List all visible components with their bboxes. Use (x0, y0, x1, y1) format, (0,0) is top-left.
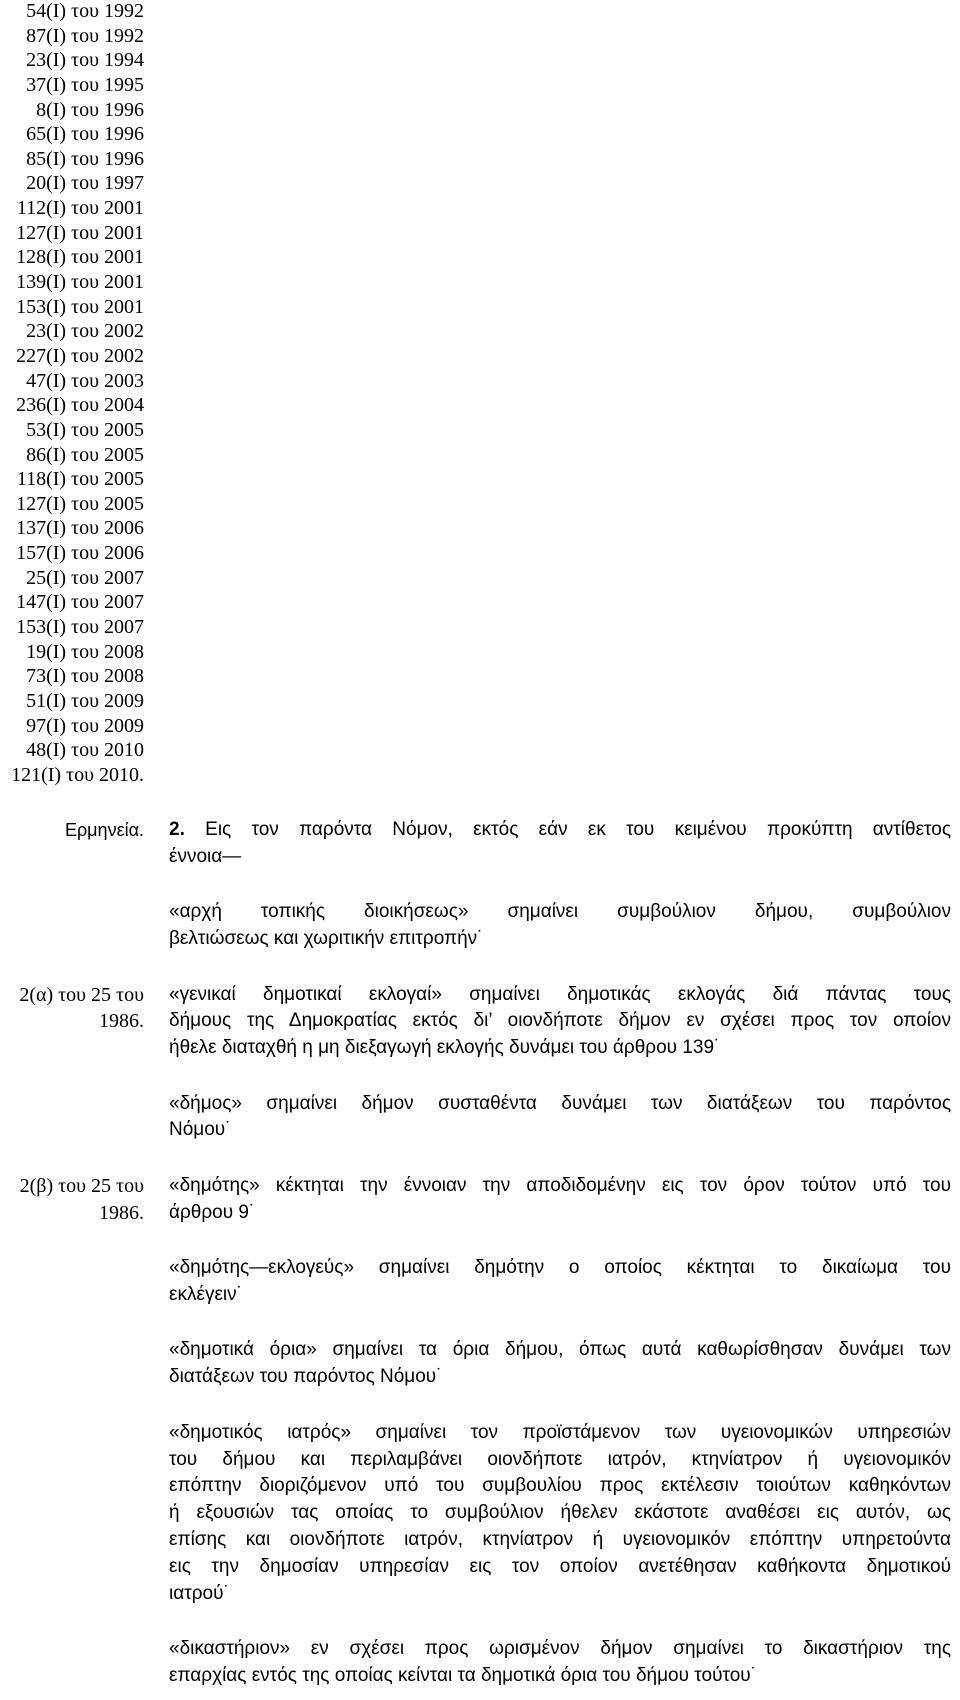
marginal-note-line: 2(α) του 25 του (19, 983, 144, 1006)
section-intro-row (0, 817, 951, 871)
amending-law-ref: 65(Ι) του 1996 (26, 123, 144, 146)
section-intro (169, 817, 951, 871)
definition-row (0, 899, 951, 953)
marginal-note-line: 2(β) του 25 του (19, 1174, 144, 1197)
text-line: επίσης και οιονδήποτε ιατρόν, κτηνίατρον ή υγειονομικόν επόπτην υπηρετούντα (169, 1528, 951, 1550)
text-line: «γενικαί δημοτικαί εκλογαί» σημαίνει δημοτικάς εκλογάς διά πάντας τους (169, 983, 951, 1005)
text-line: επαρχίας εντός της οποίας κείνται τα δημοτικά όρια του δήμου τούτου˙ (169, 1664, 757, 1686)
text-line: έννοια— (169, 845, 242, 867)
text-line (169, 817, 951, 844)
definition-paragraph (169, 1255, 951, 1309)
amending-law-ref: 157(Ι) του 2006 (16, 542, 144, 565)
text-line: ιατρού˙ (169, 1582, 230, 1604)
amending-law-ref: 227(Ι) του 2002 (16, 344, 144, 367)
section-heading: Ερμηνεία. (64, 820, 144, 840)
amending-law-ref: 53(Ι) του 2005 (26, 418, 144, 441)
definition-row (0, 1173, 951, 1227)
definition-paragraph (169, 1337, 951, 1391)
amending-law-ref: 25(Ι) του 2007 (26, 566, 144, 589)
amending-law-ref: 23(Ι) του 2002 (26, 320, 144, 343)
text-line: «δημότης—εκλογεύς» σημαίνει δημότην ο οποίος κέκτηται το δικαίωμα του (169, 1257, 951, 1279)
text-line: «δήμος» σημαίνει δήμον συσταθέντα δυνάμει των διατάξεων του παρόντος (169, 1092, 951, 1114)
amending-law-ref: 128(Ι) του 2001 (16, 246, 144, 269)
text-line: του δήμου και περιλαμβάνει οιονδήποτε ιατρόν, κτηνίατρον ή υγειονομικόν (169, 1448, 951, 1470)
amending-law-ref: 48(Ι) του 2010 (26, 739, 144, 762)
definition-paragraph (169, 1173, 951, 1227)
text-line: διατάξεων του παρόντος Νόμου˙ (169, 1366, 443, 1388)
amending-law-ref: 54(Ι) του 1992 (26, 0, 144, 22)
section-number: 2. (169, 819, 185, 840)
amending-law-ref: 139(Ι) του 2001 (16, 271, 144, 294)
amending-law-ref: 127(Ι) του 2005 (16, 492, 144, 515)
text-line: «δημοτικά όρια» σημαίνει τα όρια δήμου, όπως αυτά καθωρίσθησαν δυνάμει των (169, 1339, 951, 1361)
amending-law-ref: 153(Ι) του 2001 (16, 295, 144, 318)
amending-law-ref: 118(Ι) του 2005 (16, 468, 144, 491)
amending-law-ref: 20(Ι) του 1997 (26, 172, 144, 195)
text-line: «δημότης» κέκτηται την έννοιαν την αποδιδομένην εις τον όρον τούτον υπό του (169, 1174, 951, 1196)
definition-paragraph (169, 1420, 951, 1608)
amending-law-ref: 23(Ι) του 1994 (26, 49, 144, 72)
definition-row (0, 1420, 951, 1608)
definition-row (0, 1636, 951, 1690)
text-line: δήμους της Δημοκρατίας εκτός δι’ οιονδήποτε δήμον εν σχέσει προς τον οποίον (169, 1010, 951, 1032)
amending-law-ref: 87(Ι) του 1992 (26, 24, 144, 47)
definition-paragraph (169, 982, 951, 1062)
amending-law-ref: 147(Ι) του 2007 (16, 591, 144, 614)
text-line: «δημοτικός ιατρός» σημαίνει τον προϊστάμενον των υγειονομικών υπηρεσιών (169, 1421, 951, 1443)
amending-law-ref: 73(Ι) του 2008 (26, 665, 144, 688)
amending-law-ref: 97(Ι) του 2009 (26, 714, 144, 737)
definition-row (0, 1255, 951, 1309)
text-line: επόπτην διοριζόμενον υπό του συμβουλίου προς εκτέλεσιν τοιούτων καθηκόντων (169, 1475, 951, 1497)
marginal-note-cell (0, 1173, 144, 1227)
text-line: άρθρου 9˙ (169, 1201, 256, 1223)
definition-row (0, 982, 951, 1062)
amending-law-ref: 236(Ι) του 2004 (16, 394, 144, 417)
text-segment: Εις τον παρόντα Νόμον, εκτός εάν εκ του κειμένου προκύπτη αντίθετος (205, 819, 952, 840)
marginal-note-line: 1986. (99, 1201, 144, 1224)
amending-law-ref: 19(Ι) του 2008 (26, 640, 144, 663)
text-line: ήθελε διαταχθή η μη διεξαγωγή εκλογής δυνάμει του άρθρου 139˙ (169, 1037, 721, 1059)
definition-paragraph (169, 899, 951, 953)
text-line: Νόμου˙ (169, 1119, 232, 1141)
text-line: ή εξουσιών τας οποίας το συμβούλιον ήθελεν εκάστοτε αναθέσει εις αυτόν, ως (169, 1502, 951, 1524)
amending-law-ref: 112(Ι) του 2001 (16, 197, 144, 220)
text-line: βελτιώσεως και χωριτικήν επιτροπήν˙ (169, 928, 484, 950)
definition-row (0, 1337, 951, 1391)
definition-paragraph (169, 1091, 951, 1145)
amending-law-ref: 121(Ι) του 2010. (11, 763, 144, 786)
amending-law-ref: 127(Ι) του 2001 (16, 221, 144, 244)
text-line: «δικαστήριον» εν σχέσει προς ωρισμένον δήμον σημαίνει το δικαστήριον της (169, 1638, 951, 1660)
amending-law-ref: 47(Ι) του 2003 (26, 369, 144, 392)
amending-law-ref: 51(Ι) του 2009 (26, 689, 144, 712)
section-2-interpretation (0, 817, 951, 1690)
amending-law-ref: 137(Ι) του 2006 (16, 517, 144, 540)
definitions-list (0, 899, 951, 1689)
amending-law-ref: 86(Ι) του 2005 (26, 443, 144, 466)
definition-paragraph (169, 1636, 951, 1690)
marginal-heading-cell (0, 817, 144, 844)
text-line: εις την δημοσίαν υπηρεσίαν εις τον οποίον ανετέθησαν καθήκοντα δημοτικού (169, 1555, 951, 1577)
amending-law-ref: 8(Ι) του 1996 (36, 98, 144, 121)
amending-law-ref: 153(Ι) του 2007 (16, 616, 144, 639)
text-line: «αρχή τοπικής διοικήσεως» σημαίνει συμβούλιον δήμου, συμβούλιον (169, 901, 951, 923)
amending-laws-list (0, 0, 144, 788)
amending-law-ref: 37(Ι) του 1995 (26, 73, 144, 96)
amending-law-ref: 85(Ι) του 1996 (26, 147, 144, 170)
marginal-note-line: 1986. (99, 1010, 144, 1033)
marginal-note-cell (0, 982, 144, 1036)
definition-row (0, 1091, 951, 1145)
text-line: εκλέγειν˙ (169, 1284, 243, 1305)
